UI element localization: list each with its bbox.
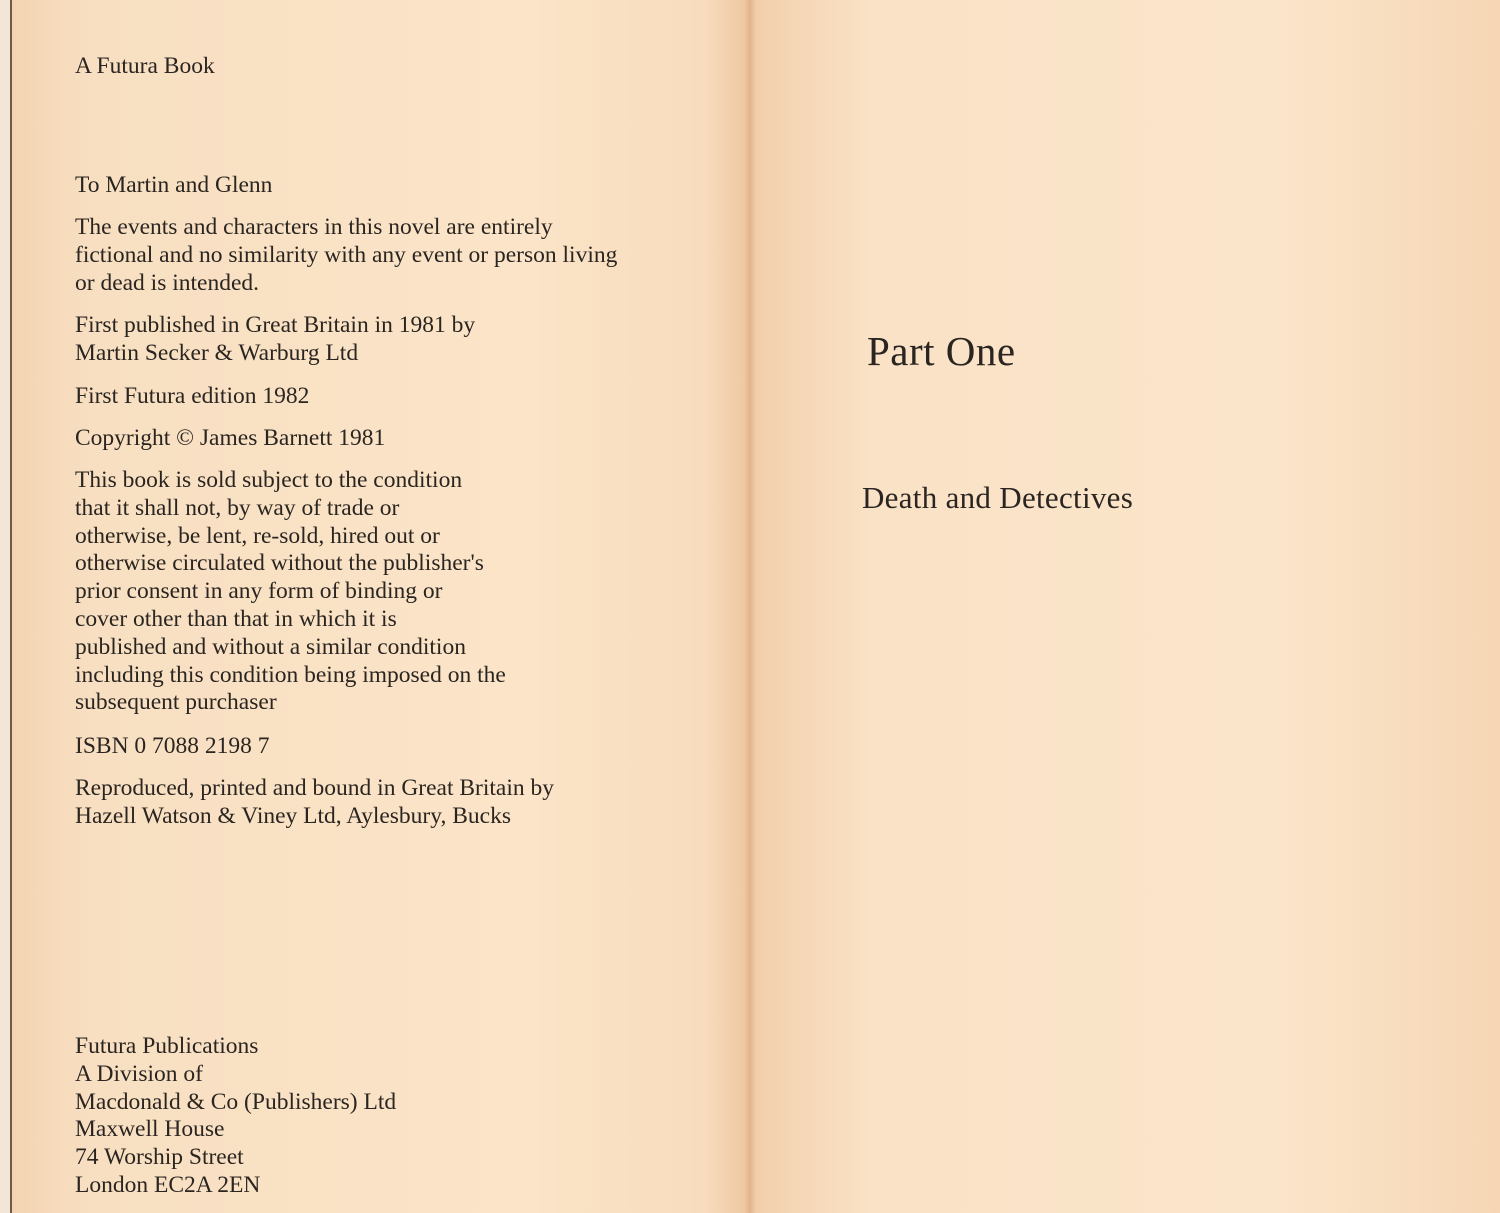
address-line: Futura Publications xyxy=(75,1033,259,1059)
conditions-line: cover other than that in which it is xyxy=(75,605,397,632)
publisher-address xyxy=(75,1033,396,1200)
conditions-line: This book is sold subject to the condition xyxy=(75,467,463,493)
first-published xyxy=(75,312,475,368)
conditions-line: prior consent in any form of binding or xyxy=(75,578,443,605)
futura-edition: First Futura edition 1982 xyxy=(75,383,310,409)
address-line: Maxwell House xyxy=(75,1116,225,1143)
dedication: To Martin and Glenn xyxy=(75,172,273,198)
conditions-line: that it shall not, by way of trade or xyxy=(75,494,400,521)
part-subtitle: Death and Detectives xyxy=(862,480,1134,515)
disclaimer-line: The events and characters in this novel are entirely xyxy=(75,214,553,240)
part-title: Part One xyxy=(867,328,1016,374)
copyright-notice: Copyright © James Barnett 1981 xyxy=(75,425,386,451)
disclaimer-line: fictional and no similarity with any event or person living xyxy=(75,241,618,268)
book-gutter xyxy=(744,0,756,1213)
first-published-line: First published in Great Britain in 1981 by xyxy=(75,312,476,338)
address-line: Macdonald & Co (Publishers) Ltd xyxy=(75,1088,397,1115)
disclaimer xyxy=(75,214,617,297)
address-line: A Division of xyxy=(75,1060,203,1087)
isbn: ISBN 0 7088 2198 7 xyxy=(75,733,270,759)
part-title-page xyxy=(760,0,1500,1213)
conditions-line: including this condition being imposed on the xyxy=(75,661,506,688)
page-edge-line xyxy=(10,0,12,1213)
conditions-line: otherwise, be lent, re-sold, hired out or xyxy=(75,522,440,549)
sale-conditions xyxy=(75,467,506,717)
printer-line: Hazell Watson & Viney Ltd, Aylesbury, Bucks xyxy=(75,802,511,829)
conditions-line: otherwise circulated without the publisher's xyxy=(75,550,484,577)
disclaimer-line: or dead is intended. xyxy=(75,269,260,296)
printer-line: Reproduced, printed and bound in Great Britain by xyxy=(75,775,555,801)
first-published-line: Martin Secker & Warburg Ltd xyxy=(75,339,359,366)
series-line: A Futura Book xyxy=(75,53,215,79)
conditions-line: subsequent purchaser xyxy=(75,689,277,716)
address-line: London EC2A 2EN xyxy=(75,1171,261,1198)
conditions-line: published and without a similar condition xyxy=(75,633,466,660)
address-line: 74 Worship Street xyxy=(75,1144,244,1171)
page-edge-shade xyxy=(0,0,10,1213)
copyright-page xyxy=(75,0,735,1213)
printer-info xyxy=(75,775,554,831)
